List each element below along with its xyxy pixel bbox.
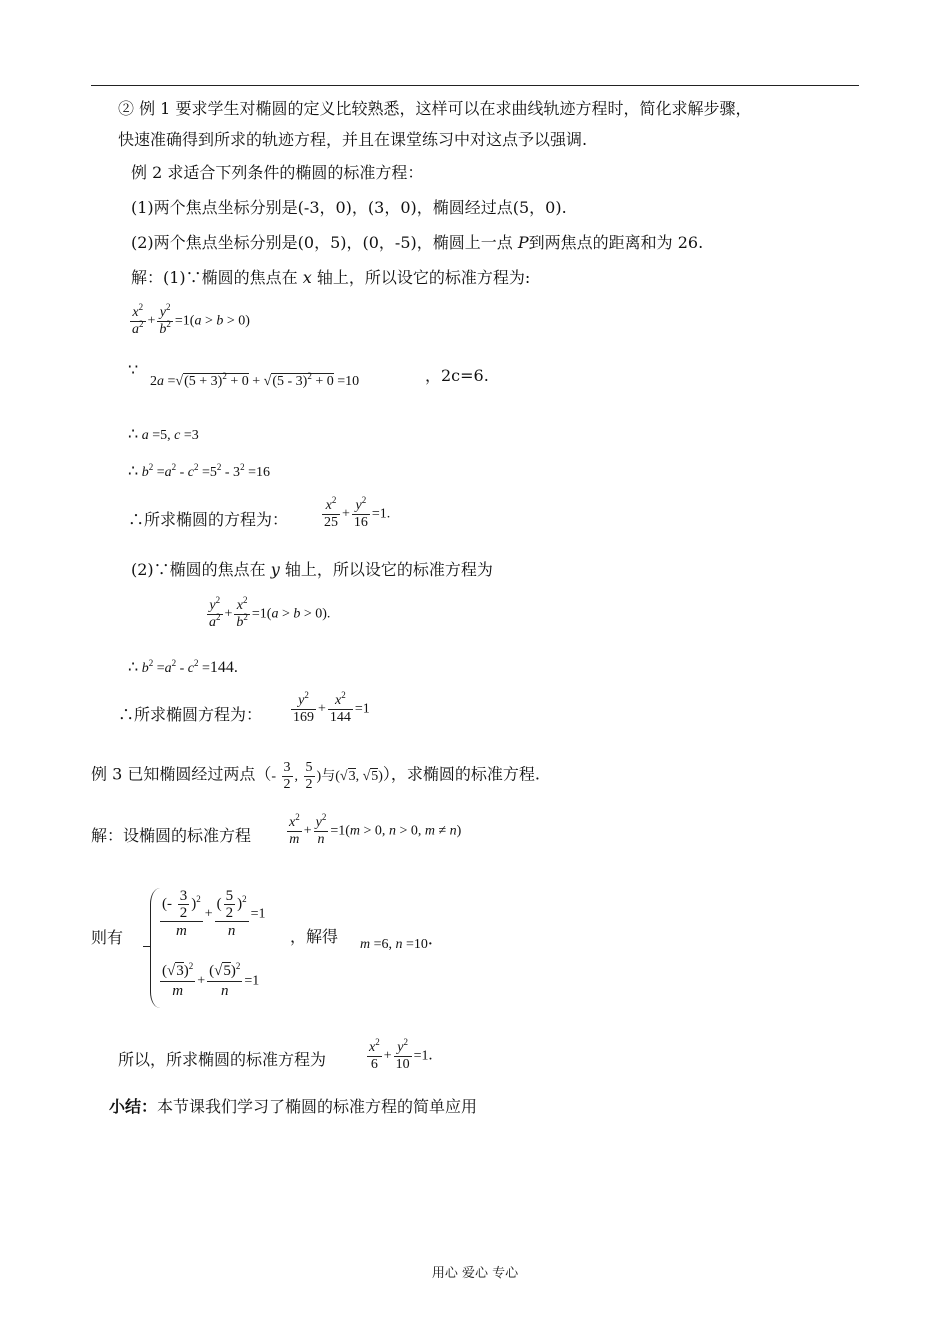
conclusion-label: 所以，所求椭圆的标准方程为 [118, 1050, 327, 1069]
then-label: 则有 [91, 928, 124, 947]
system-equation-1: (- $\frac{3}{2}$ )$^2$ m + ( $\frac{5}{2}$ )$^2$ n =1 [162, 888, 266, 939]
b-squared-calc-1: ∴ $b^2 =a^2 - c^2 =5^2 - 3^2 =16$ [128, 462, 270, 480]
solve-label: ，解得 [290, 927, 339, 946]
result-1-label: ∴所求椭圆的方程为： [128, 510, 289, 529]
distance-sum-equation: $2a =√(5 + 3)^2 + 0 + √(5 - 3)^2 + 0 =10$ [150, 371, 360, 389]
intro-line-2: 快速准确得到所求的轨迹方程，并且在课堂练习中对这点予以强调. [118, 130, 588, 149]
conclusion-equation: $\frac{x^2}{6}$ + $\frac{y^2}{10}$ =1. [369, 1037, 433, 1072]
summary [109, 1097, 477, 1117]
example3-standard-equation: $\frac{x^2}{m}$ + $\frac{y^2}{n}$ =1(m > 0, n > 0, m ≠ n) [289, 812, 462, 847]
intro-line-1: ② 例 1 要求学生对椭圆的定义比较熟悉，这样可以在求曲线轨迹方程时，简化求解步骤， [118, 99, 752, 118]
example2-condition-1: (1)两个焦点坐标分别是(-3，0)，(3，0)，椭圆经过点(5，0). [131, 198, 567, 217]
standard-equation-x-axis: $\frac{x^2}{a^2}$ + $\frac{y^2}{b^2}$ =1(a > b > 0) [132, 302, 250, 337]
example3-solution-label: 解：设椭圆的标准方程 [91, 826, 252, 845]
b-squared-calc-2: ∴ $b^2 =a^2 - c^2 =144$. [128, 658, 238, 676]
result-2-label: ∴所求椭圆方程为： [118, 705, 263, 724]
header-rule [91, 85, 859, 86]
because-symbol: ∵ [128, 360, 139, 379]
example2-title: 例 2 求适合下列条件的椭圆的标准方程： [131, 163, 424, 182]
summary-text: 本节课我们学习了椭圆的标准方程的简单应用 [157, 1097, 478, 1116]
system-brace-tip [143, 946, 151, 947]
m-n-values: m =6, n =10· [360, 937, 433, 952]
example2-condition-2: (2)两个焦点坐标分别是(0，5)，(0，-5)，椭圆上一点 P到两焦点的距离和为 26. [131, 233, 704, 252]
solution-part-2: (2)∵椭圆的焦点在 y 轴上，所以设它的标准方程为 [131, 560, 493, 579]
example3-title: 例 3 已知椭圆经过两点（- $\frac{3}{2}$ , $\frac{5}{2}$ )与(√3, √5)），求椭圆的标准方程. [91, 760, 541, 792]
standard-equation-y-axis: $\frac{y^2}{a^2}$ + $\frac{x^2}{b^2}$ =1(a > b > 0). [209, 595, 331, 630]
system-equation-2: $\frac{(√3)^2}{m}$ + $\frac{(√5)^2}{n}$ =1 [162, 961, 260, 999]
result-1-equation: $\frac{x^2}{25}$ + $\frac{y^2}{16}$ =1. [324, 495, 391, 530]
a-c-values: ∴ a =5, c =3 [128, 426, 199, 443]
page-footer: 用心 爱心 专心 [431, 1266, 519, 1281]
result-2-equation: $\frac{y^2}{169}$ + $\frac{x^2}{144}$ =1 [293, 690, 370, 725]
two-c-value: ，2c=6. [425, 366, 489, 385]
summary-label: 小结： [109, 1097, 158, 1116]
solution-part-1: 解：(1)∵椭圆的焦点在 x 轴上，所以设它的标准方程为: [131, 268, 531, 287]
